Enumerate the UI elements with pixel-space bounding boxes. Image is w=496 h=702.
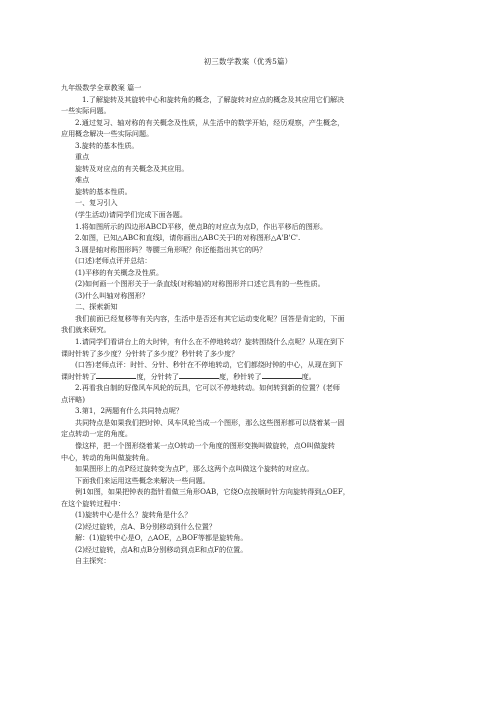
section-heading: 九年级数学全章教案 篇一	[61, 83, 142, 92]
paragraph-line: 重点	[75, 152, 90, 162]
paragraph-line: (口述)老师点评并总结：	[75, 256, 152, 266]
paragraph-line: 我们就来研究。	[61, 325, 111, 335]
answer-blank	[262, 371, 302, 379]
paragraph-line: 3.第1，2两题有什么共同特点呢？	[75, 406, 184, 416]
paragraph-line: 课时针转了多少度？分针转了多少度？秒针转了多少度？	[61, 348, 239, 358]
paragraph-line: (1)平移的有关概念及性质。	[75, 267, 164, 277]
paragraph-line: (3)什么叫轴对称图形？	[75, 290, 149, 300]
paragraph-line: 3.旋转的基本性质。	[75, 140, 139, 150]
paragraph-line: 一些实际问题。	[61, 106, 111, 116]
paragraph-line: 如果图形上的点P经过旋转变为点P'，那么这两个点叫做这个旋转的对应点。	[75, 464, 314, 474]
fill-in-line	[61, 371, 436, 383]
paragraph-line: (2)经过旋转，点A、B分别移动到什么位置？	[75, 521, 216, 531]
paragraph-line: 旋转及对应点的有关概念及其应用。	[75, 163, 189, 173]
paragraph-line: 一、复习引入	[75, 198, 118, 208]
paragraph-line: (口答)老师点评：时针、分针、秒针在不停地转动，它们都绕时钟的中心，从现在到下	[75, 360, 344, 370]
paragraph-line: 2.再看我自制的好像风车风轮的玩具，它可以不停地转动。如何转到新的位置？(老师	[75, 383, 340, 393]
paragraph-line: 2.如图，已知△ABC和直线l，请你画出△ABC关于l的对称图形△A'B'C'.	[75, 233, 301, 243]
fill-text: 度，分针转了	[136, 371, 180, 381]
paragraph-line: 1.将如图所示的四边形ABCD平移，使点B的对应点为点D，作出平移后的图形。	[75, 221, 328, 231]
paragraph-line: 难点	[75, 175, 90, 185]
paragraph-line: 应用概念解决一些实际问题。	[61, 129, 154, 139]
paragraph-line: 例1如图，如果把钟表的指针看做三角形OAB，它绕O点按顺时针方向旋转得到△OEF，	[75, 487, 350, 497]
paragraph-line: 1.了解旋转及其旋转中心和旋转角的概念，了解旋转对应点的概念及其应用它们解决	[82, 94, 345, 104]
paragraph-line: 下面我们来运用这些概念来解决一些问题。	[75, 475, 210, 485]
paragraph-line: 在这个旋转过程中：	[61, 498, 125, 508]
fill-text: 度。	[301, 371, 316, 381]
paragraph-line: 二、探索新知	[75, 302, 118, 312]
paragraph-line: (1)旋转中心是什么？旋转角是什么？	[75, 510, 192, 520]
paragraph-line: 像这样，把一个图形绕着某一点O转动一个角度的图形变换叫做旋转，点O叫做旋转	[75, 440, 335, 450]
paragraph-line: 定点转动一定的角度。	[61, 429, 132, 439]
answer-blank	[179, 371, 219, 379]
paragraph-line: 我们前面已经复移等有关内容，生活中是否还有其它运动变化呢？回答是肯定的，下面	[75, 313, 345, 323]
document-body	[61, 82, 436, 567]
fill-text: 度，秒针转了	[219, 371, 262, 381]
document-title: 初三数学教案（优秀5篇）	[203, 57, 293, 66]
answer-blank	[96, 371, 136, 379]
paragraph-line: 共同特点是如果我们把时钟、风车风轮当成一个图形，那么这些图形都可以绕着某一固	[75, 417, 345, 427]
paragraph-line: 2.通过复习、轴对称的有关概念及性质，从生活中的数学开始，经历观察，产生概念，	[75, 117, 345, 127]
paragraph-line: (学生活动)请同学们完成下面各题。	[75, 210, 187, 220]
paragraph-line: (2)如何画一个图形关于一条直线(对称轴)的对称图形并口述它具有的一些性质。	[75, 279, 325, 289]
paragraph-line: 3.圆是轴对称图形吗？等腰三角形呢？你还能指出其它的吗？	[75, 244, 267, 254]
fill-text: 课时针转了	[61, 371, 97, 381]
paragraph-line: (2)经过旋转，点A和点B分别移动到点E和点F的位置。	[75, 544, 248, 554]
paragraph-line: 自主探究：	[75, 556, 111, 566]
paragraph-line: 中心，转动的角叫做旋转角。	[61, 452, 154, 462]
paragraph-line: 解：(1)旋转中心是O，△AOE，△BOF等都是旋转角。	[75, 533, 248, 543]
paragraph-line: 1.请同学们看讲台上的大时钟，有什么在不停地转动？旋转围绕什么点呢？从现在到下	[75, 337, 345, 347]
paragraph-line: 点评略)	[61, 394, 86, 404]
paragraph-line: 旋转的基本性质。	[75, 186, 132, 196]
